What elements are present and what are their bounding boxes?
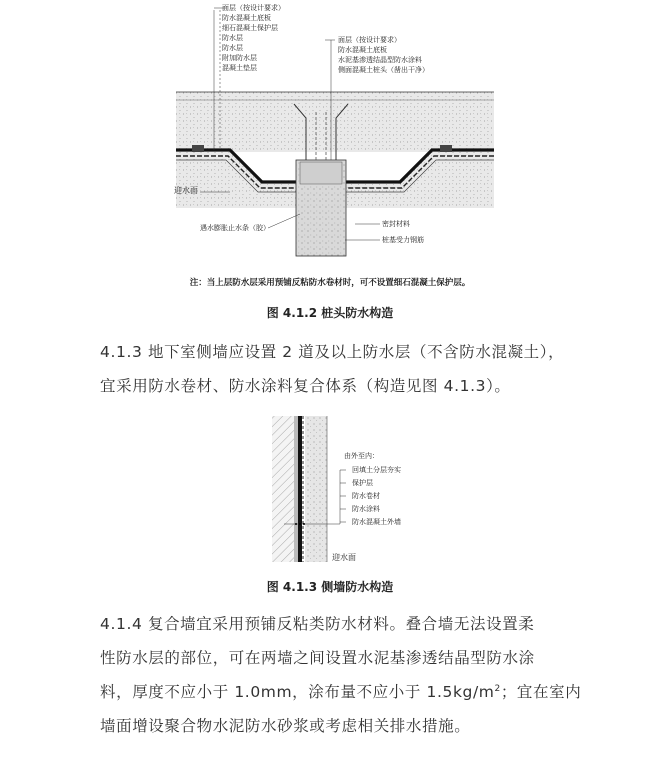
fig1-rebar-label: 桩基受力钢筋 <box>382 236 424 244</box>
fig1-label: 防水层 <box>222 34 243 42</box>
pile-head-drawing <box>0 0 660 270</box>
para-4-1-3-line-2: 宜采用防水卷材、防水涂料复合体系（构造见图 4.1.3）。 <box>100 377 511 395</box>
waterproof-membrane <box>298 416 302 562</box>
floor-slab <box>176 92 494 152</box>
pile-head-figure <box>0 0 660 270</box>
fig2-label: 保护层 <box>352 479 373 487</box>
fig2-label: 防水涂料 <box>352 505 380 513</box>
fig1-label: 面层（按设计要求） <box>338 36 401 44</box>
fig1-label: 水泥基渗透结晶型防水涂料 <box>338 56 422 64</box>
para-4-1-4-line-4: 墙面增设聚合物水泥防水砂浆或考虑相关排水措施。 <box>100 717 471 735</box>
side-wall-figure <box>0 410 660 570</box>
fig1-label: 防水混凝土底板 <box>338 46 387 54</box>
protective-layer <box>294 416 298 562</box>
superscript-2: 2 <box>494 683 501 694</box>
fig2-label: 回填土分层夯实 <box>352 466 401 474</box>
fig1-label: 侧面混凝土桩头（凿出干净） <box>338 66 429 74</box>
fig1-caption: 图 4.1.2 桩头防水构造 <box>266 306 394 320</box>
fig2-label: 防水卷材 <box>352 492 380 500</box>
fig2-label: 防水混凝土外墙 <box>352 518 401 526</box>
fig2-header: 由外至内： <box>344 452 379 460</box>
fig1-label: 防水层 <box>222 44 243 52</box>
para-4-1-3-line-1: 4.1.3 地下室侧墙应设置 2 道及以上防水层（不含防水混凝土）， <box>100 343 565 361</box>
para-4-1-4-line-1: 4.1.4 复合墙宜采用预铺反粘类防水材料。叠合墙无法设置柔 <box>100 615 535 633</box>
fig1-label: 面层（按设计要求） <box>222 4 285 12</box>
fig1-label: 细石混凝土保护层 <box>222 24 278 32</box>
fig1-waterstop-label: 遇水膨胀止水条（胶） <box>200 224 270 232</box>
fig1-label: 防水混凝土底板 <box>222 14 271 22</box>
backfill-soil <box>272 416 294 562</box>
fig2-caption: 图 4.1.3 侧墙防水构造 <box>266 580 394 594</box>
fig1-label: 混凝土垫层 <box>222 64 257 72</box>
fig1-note: 注：当上层防水层采用预铺反粘防水卷材时，可不设置细石混凝土保护层。 <box>189 278 471 288</box>
para-4-1-4-line-3-pre: 料，厚度不应小于 1.0mm，涂布量不应小于 1.5kg/m <box>100 683 495 701</box>
para-4-1-4-line-3-post: ；宜在室内 <box>500 683 582 701</box>
fig2-face-label: 迎水面 <box>332 553 356 562</box>
fig1-sealant-label: 密封材料 <box>382 220 410 228</box>
fig1-face-label: 迎水面 <box>174 186 198 195</box>
para-4-1-4-line-3 <box>100 680 581 702</box>
side-wall-drawing <box>0 410 660 570</box>
fig1-label: 附加防水层 <box>222 54 257 62</box>
concrete-wall <box>305 416 327 562</box>
para-4-1-4-line-2: 性防水层的部位，可在两墙之间设置水泥基渗透结晶型防水涂 <box>100 649 535 667</box>
